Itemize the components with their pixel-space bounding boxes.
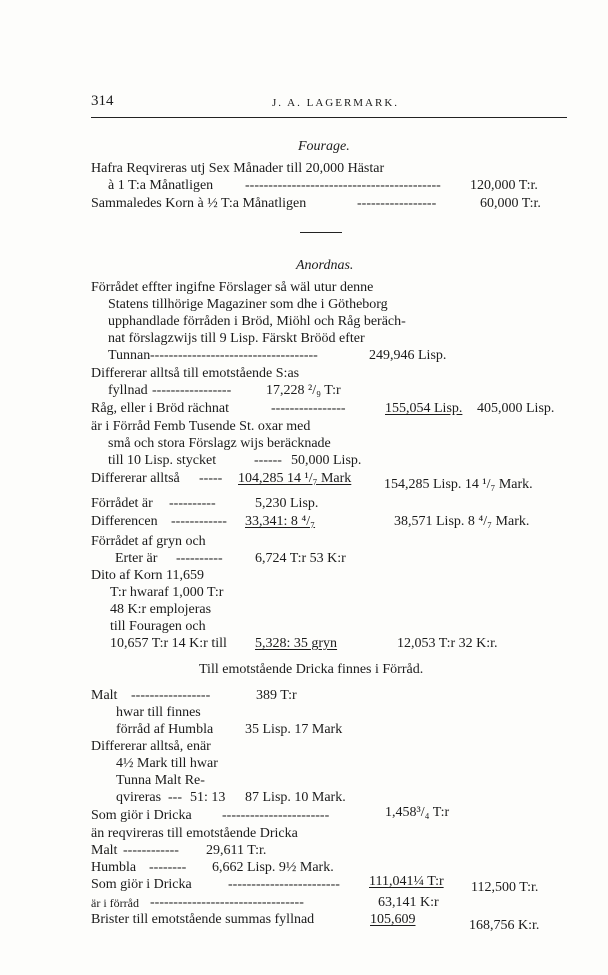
amount: 17,228 ²/₉ T:r [266,383,341,398]
text-line: Som giör i Dricka [91,877,192,892]
text-line: Tunna Malt Re- [116,773,205,788]
amount: 5,230 Lisp. [255,496,319,511]
text-line: Dito af Korn 11,659 [91,568,205,583]
amount: 87 Lisp. 10 Mark. [245,790,346,805]
text-line: Som giör i Dricka [91,808,192,823]
leader-dots: -------- [149,860,187,875]
amount: 111,041¼ T:r [369,874,444,889]
leader-dots: ---------------- [271,401,346,416]
text-line: små och stora Förslagz wijs beräcknade [108,436,331,451]
text-line: 48 K:r emplojeras [110,602,212,617]
total-amount: 38,571 Lisp. 8 ⁴/₇ Mark. [394,514,530,529]
text-line: 4½ Mark till hwar [116,756,218,771]
leader-dots: ---------- [176,551,223,566]
text-line: Statens tillhörige Magaziner som dhe i Götheborg [108,297,388,312]
running-title: J. A. LAGERMARK. [272,97,400,109]
text-line: Differerar alltså, enär [91,739,211,754]
leader-dots: ----------------- [357,196,437,211]
text-line: Förrådet effter ingifne Förslager så wäl utur denne [91,280,374,295]
text-line: Förrådet är [91,496,153,511]
total-amount: 405,000 Lisp. [477,401,555,416]
text-line: Humbla [91,860,137,875]
page-number: 314 [91,93,114,109]
amount: 104,285 14 ¹/₇ Mark [238,471,352,486]
text-line: fyllnad [108,383,148,398]
amount: 105,609 [370,912,416,927]
amount: 6,724 T:r 53 K:r [255,551,346,566]
text-line: qvireras [116,790,162,805]
total-amount: 168,756 K:r. [469,918,540,933]
text-line: Differencen [91,514,158,529]
section-divider [300,232,342,233]
text-line: T:r hwaraf 1,000 T:r [110,585,224,600]
text-line: Erter är [115,551,158,566]
text-line: Brister till emotstående summas fyllnad [91,912,315,927]
text-line: 10,657 T:r 14 K:r till [110,636,227,651]
text-line: förråd af Humbla [116,722,214,737]
leader-dots: ---------- [169,496,216,511]
text-line: Råg, eller i Bröd rächnat [91,401,230,416]
amount: 50,000 Lisp. [291,453,362,468]
total-amount: 12,053 T:r 32 K:r. [397,636,498,651]
leader-dots: ------------------------------------------ [245,178,441,193]
total-amount: 154,285 Lisp. 14 ¹/₇ Mark. [384,477,533,492]
text-line: upphandlade förråden i Bröd, Miöhl och Råg beräch- [108,314,406,329]
text-line: till 10 Lisp. stycket [108,453,217,468]
amount: 1,458³/₄ T:r [385,805,450,820]
section-heading-dricka: Till emotstående Dricka finnes i Förråd. [199,662,424,677]
amount: 249,946 Lisp. [369,348,447,363]
leader-dots: ----------------- [152,383,232,398]
fourage-amount: 60,000 T:r. [480,196,541,211]
leader-dots: --- [168,790,182,805]
fourage-line: à 1 T:a Månatligen [108,178,214,193]
leader-dots: ------ [254,453,282,468]
amount: 155,054 Lisp. [385,401,463,416]
section-heading-anordnas: Anordnas. [296,258,354,273]
fourage-line: Sammaledes Korn à ½ T:a Månatligen [91,196,307,211]
leader-dots: ------------------------ [228,877,340,892]
leader-dots: ------------------------------------ [150,348,318,363]
fourage-amount: 120,000 T:r. [470,178,538,193]
header-rule [91,117,567,118]
text-line: nat förslagzwijs till 9 Lisp. Färskt Brööd efter [108,331,365,346]
total-amount: 112,500 T:r. [471,880,539,895]
leader-dots: ----------------- [131,688,211,703]
leader-dots: --------------------------------- [150,895,304,910]
amount: 63,141 K:r [378,895,439,910]
amount: 389 T:r [256,688,297,703]
text-line: Förrådet af gryn och [91,534,206,549]
amount: 6,662 Lisp. 9½ Mark. [212,860,334,875]
text-line: är i Förråd Femb Tusende St. oxar med [91,419,311,434]
text-line: än reqvireras till emotstående Dricka [91,826,298,841]
text-line: Differerar alltså till emotstående S:as [91,366,300,381]
amount: 51: 13 [190,790,226,805]
text-line: är i förråd [91,896,139,910]
text-line: Differerar alltså [91,471,180,486]
section-heading-fourage: Fourage. [298,139,350,154]
leader-dots: ------------ [171,514,227,529]
text-line: Malt [91,843,118,858]
amount: 5,328: 35 gryn [255,636,338,651]
amount: 35 Lisp. 17 Mark [245,722,343,737]
leader-dots: ------------ [123,843,179,858]
amount: 33,341: 8 ⁴/₇ [245,514,316,529]
text-line: Malt [91,688,118,703]
text-line: Tunnan [108,348,151,363]
leader-dots: ----------------------- [222,808,330,823]
leader-dots: ----- [199,471,223,486]
amount: 29,611 T:r. [206,843,267,858]
text-line: hwar till finnes [116,705,201,720]
fourage-line: Hafra Reqvireras utj Sex Månader till 20,000 Hästar [91,161,385,176]
text-line: till Fouragen och [110,619,206,634]
